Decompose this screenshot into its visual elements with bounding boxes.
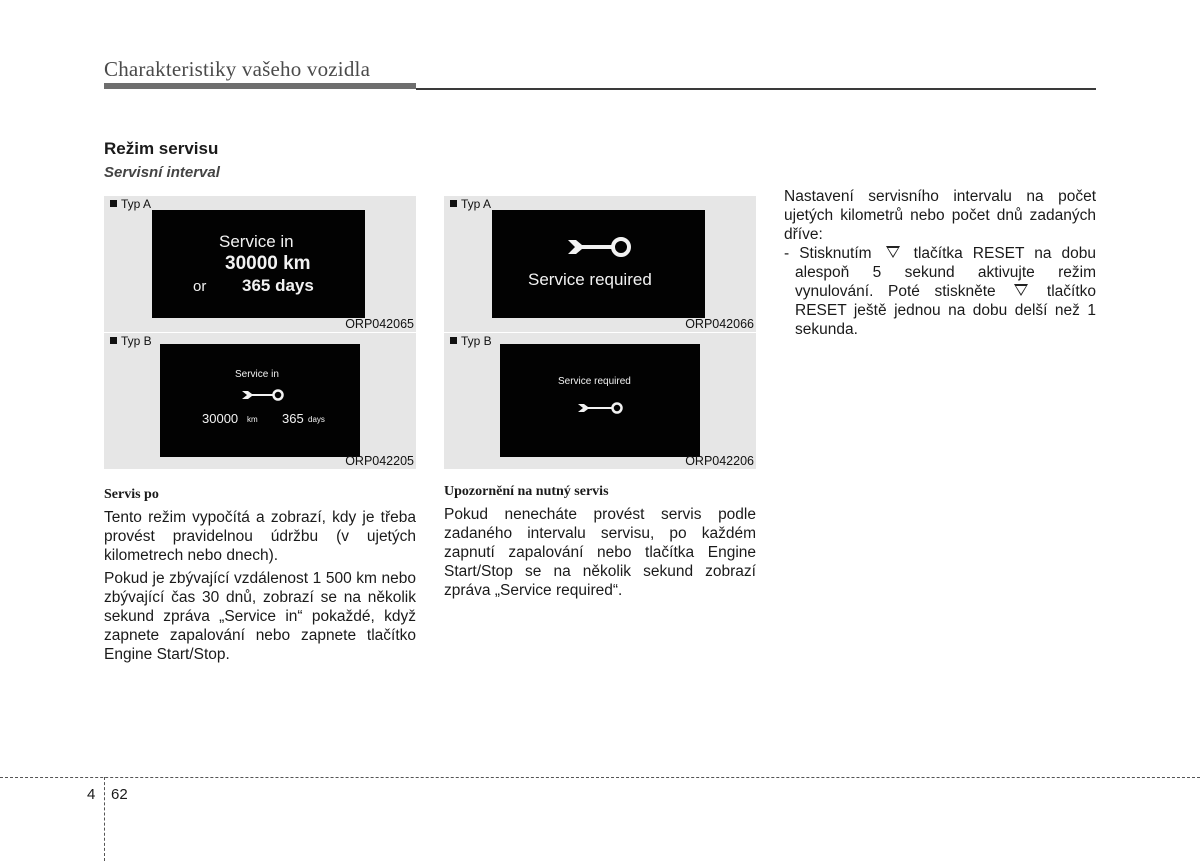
figure-label: Typ A [450, 197, 491, 211]
screen-km-value: 30000 [202, 411, 239, 426]
screen-km-unit: km [247, 415, 258, 424]
down-triangle-icon [886, 246, 900, 258]
square-bullet-icon [450, 337, 457, 344]
screen-text-service-required: Service required [558, 376, 631, 387]
figure-label: Typ B [110, 334, 152, 348]
screen-line-or: or [193, 278, 207, 295]
right-column-text [784, 187, 1096, 339]
figure-code: ORP042066 [685, 317, 754, 331]
display-screen [500, 344, 700, 457]
display-screen [160, 344, 360, 457]
screen-line-service-in: Service in [219, 232, 294, 251]
figure-type-b-service-in [104, 333, 416, 469]
screen-days-unit: days [308, 415, 325, 424]
screen-line-service-in: Service in [235, 369, 279, 380]
figure-label: Typ B [450, 334, 492, 348]
square-bullet-icon [110, 337, 117, 344]
wrench-icon [576, 401, 624, 420]
reset-instruction: - Stisknutím tlačítka RESET na dobu alespoň 5 sekund aktivujte režim vynulování. Poté stiskněte tlačítko RESET ještě jednou na dobu delší než 1 sekunda. [784, 245, 1096, 338]
screen-line-days: 365 days [242, 276, 314, 295]
display-screen [152, 210, 365, 318]
heading-servis-po: Servis po [104, 487, 159, 502]
figure-type-b-service-required [444, 333, 756, 469]
screen-line-km: 30000 km [225, 253, 311, 274]
page-header-title: Charakteristiky vašeho vozidla [104, 57, 371, 81]
section-title: Režim servisu [104, 139, 219, 158]
paragraph: Tento režim vypočítá a zobrazí, kdy je třeba provést pravidelnou údržbu (v ujetých kilometrech nebo dnech). [104, 509, 416, 564]
footer-dashed-divider [104, 777, 105, 861]
figure-code: ORP042205 [345, 454, 414, 468]
section-subtitle: Servisní interval [104, 164, 220, 181]
down-triangle-icon [1014, 284, 1028, 296]
square-bullet-icon [450, 200, 457, 207]
screen-text-service-required: Service required [528, 270, 652, 289]
heading-upozorneni: Upozornění na nutný servis [444, 484, 609, 499]
display-screen [492, 210, 705, 318]
figure-type-a-service-required [444, 196, 756, 332]
paragraph: Pokud nenecháte provést servis podle zadaného intervalu servisu, po každém zapnutí zapalování nebo tlačítka Engine Start/Stop se na několik sekund zobrazí zpráva „Service required“. [444, 506, 756, 599]
paragraph: Pokud je zbývající vzdálenost 1 500 km nebo zbývající čas 30 dnů, zobrazí se na několik sekund zpráva „Service in“ pokaždé, když zapnete zapalování nebo zapnete tlačítko Engine Start/Stop. [104, 570, 416, 663]
wrench-icon [240, 388, 284, 407]
left-column-text [104, 508, 416, 664]
figure-type-a-service-in [104, 196, 416, 332]
chapter-number: 4 [87, 786, 96, 803]
screen-days-value: 365 [282, 411, 304, 426]
middle-column-text [444, 505, 756, 600]
square-bullet-icon [110, 200, 117, 207]
figure-code: ORP042206 [685, 454, 754, 468]
page-number: 62 [111, 786, 128, 803]
header-rule-thick [104, 83, 416, 89]
wrench-icon [566, 236, 632, 263]
paragraph-intro: Nastavení servisního intervalu na počet ujetých kilometrů nebo počet dnů zadaných dříve: [784, 188, 1096, 243]
footer-dashed-rule [0, 777, 1200, 778]
figure-code: ORP042065 [345, 317, 414, 331]
header-rule-thin [416, 88, 1096, 90]
figure-label: Typ A [110, 197, 151, 211]
